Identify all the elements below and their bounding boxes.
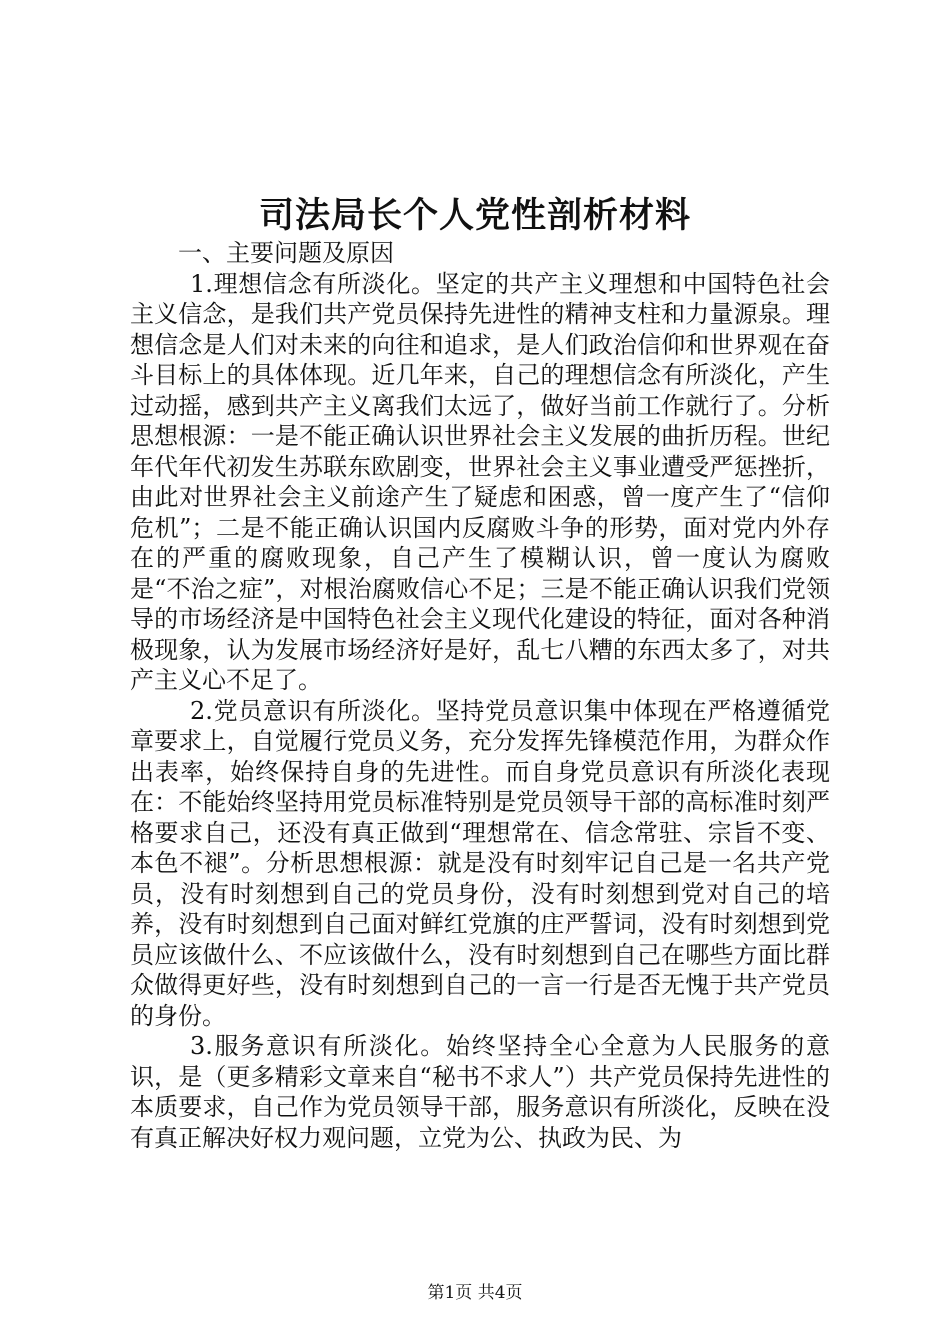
page-footer: 第1页 共4页 xyxy=(427,1283,523,1303)
section-heading: 一、主要问题及原因 xyxy=(178,239,394,267)
paragraph-ideals: 1.理想信念有所淡化。坚定的共产主义理想和中国特色社会主义信念，是我们共产党员保持先进性的精神支柱和力量源泉。理想信念是人们对未来的向往和追求，是人们政治信仰和世界观在奋斗目标上的具体体现。近几年来，自己的理想信念有所淡化，产生过动摇，感到共产主义离我们太远了，做好当前工作就行了。分析思想根源：一是不能正确认识世界社会主义发展的曲折历程。世纪年代年代初发生苏联东欧剧变，世界社会主义事业遭受严惩挫折，由此对世界社会主义前途产生了疑虑和困惑，曾一度产生了“信仰危机”；二是不能正确认识国内反腐败斗争的形势，面对党内外存在的严重的腐败现象，自己产生了模糊认识，曾一度认为腐败是“不治之症”，对根治腐败信心不足；三是不能正确认识我们党领导的市场经济是中国特色社会主义现代化建设的特征，面对各种消极现象，认为发展市场经济好是好，乱七八糟的东西太多了，对共产主义心不足了。 xyxy=(130,269,830,694)
document-title: 司法局长个人党性剖析材料 xyxy=(258,195,691,236)
paragraph-service-awareness: 3.服务意识有所淡化。始终坚持全心全意为人民服务的意识，是（更多精彩文章来自“秘书不求人”）共产党员保持先进性的本质要求，自己作为党员领导干部，服务意识有所淡化，反映在没有真正解决好权力观问题，立党为公、执政为民、为 xyxy=(130,1032,830,1152)
document-body xyxy=(130,238,830,1153)
paragraph-party-awareness: 2.党员意识有所淡化。坚持党员意识集中体现在严格遵循党章要求上，自觉履行党员义务，充分发挥先锋模范作用，为群众作出表率，始终保持自身的先进性。而自身党员意识有所淡化表现在：不能始终坚持用党员标准特别是党员领导干部的高标准时刻严格要求自己，还没有真正做到“理想常在、信念常驻、宗旨不变、本色不褪”。分析思想根源：就是没有时刻牢记自己是一名共产党员，没有时刻想到自己的党员身份，没有时刻想到党对自己的培养，没有时刻想到自己面对鲜红党旗的庄严誓词，没有时刻想到党员应该做什么、不应该做什么，没有时刻想到自己在哪些方面比群众做得更好些，没有时刻想到自己的一言一行是否无愧于共产党员的身份。 xyxy=(130,696,830,1030)
